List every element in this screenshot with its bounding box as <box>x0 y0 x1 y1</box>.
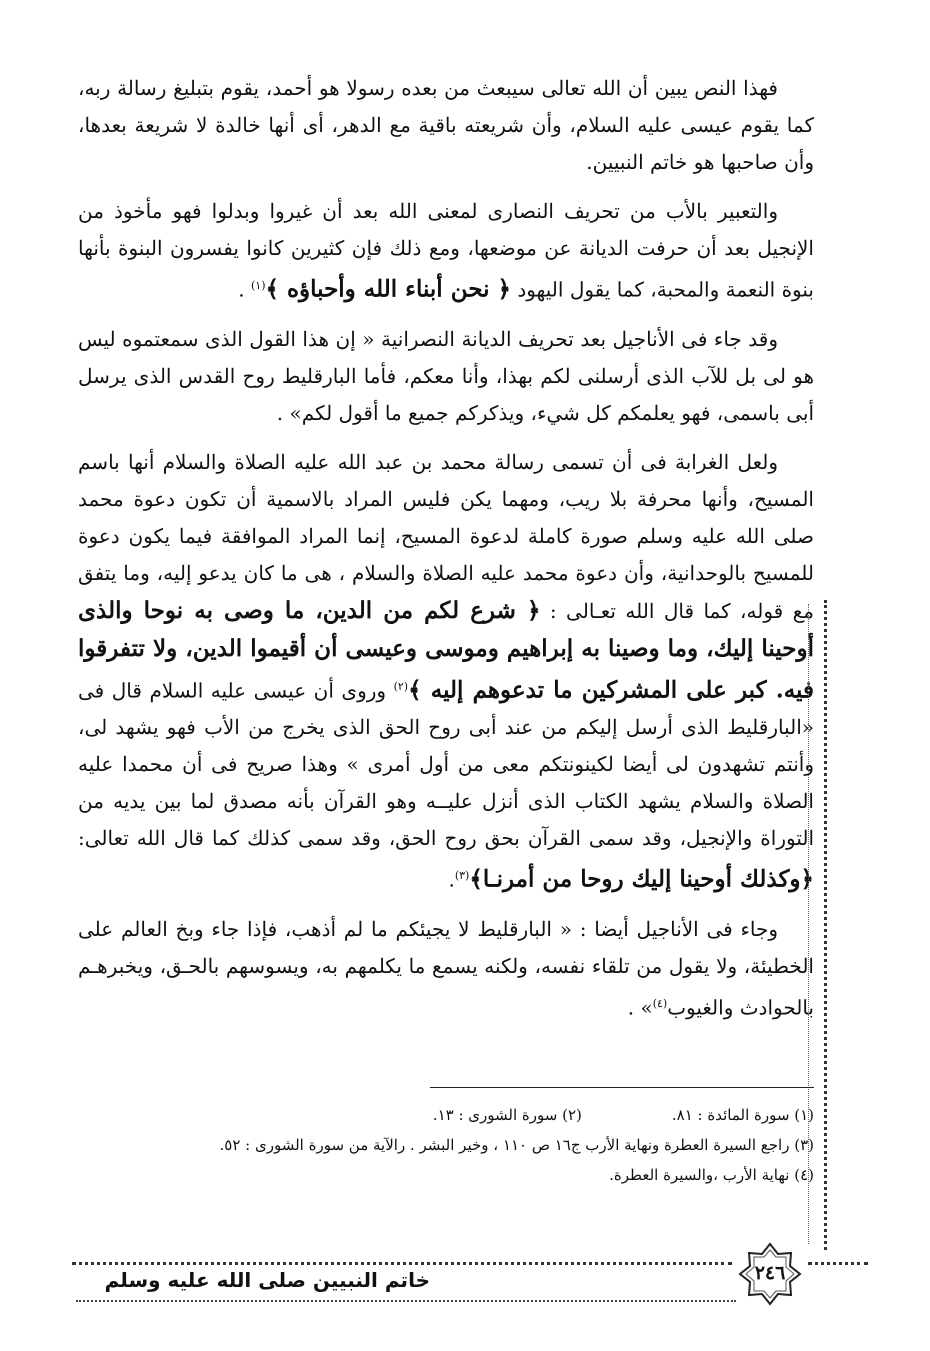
footnote-ref-4: (٤) <box>652 996 668 1010</box>
paragraph-2-text: والتعبير بالأب من تحريف النصارى لمعنى الله بعد أن غيروا وبدلوا فهو مأخوذ من الإنجيل بعد أن حرفت الديانة عن موضعها، ومع ذلك فإن كثيرين كانوا يفسرون البنوة بأنها بنوة النعمة والمحبة، كما يقول اليهود <box>78 199 814 302</box>
paragraph-5-end: » . <box>627 995 653 1020</box>
footnote-divider <box>430 1087 814 1088</box>
paragraph-4-end: . <box>448 867 455 892</box>
footnote-ref-3: (٣) <box>454 869 470 883</box>
quran-verse: ﴿ شرع لكم من الدين، ما وصى به نوحا والذى أوحينا إليك، وما وصينا به إبراهيم وموسى وعيسى أن أقيموا الدين، ولا تتفرقوا فيه. كبر على المشركين ما تدعوهم إليه ﴾ <box>78 596 814 704</box>
footnote-row <box>80 1100 814 1130</box>
page-number: ٢٤٦ <box>754 1262 786 1284</box>
paragraph-3 <box>78 321 814 432</box>
footnote-ref-1: (١) <box>250 279 266 292</box>
footer-book-title: خاتم النبيين صلى الله عليه وسلم <box>104 1268 430 1292</box>
paragraph-5 <box>78 911 814 1027</box>
paragraph-2: والتعبير بالأب من تحريف النصارى لمعنى الله بعد أن غيروا وبدلوا فهو مأخوذ من الإنجيل بعد أن حرفت الديانة عن موضعها، ومع ذلك فإن كثيرين كانوا يفسرون البنوة بأنها بنوة النعمة والمحبة، كما يقول اليهود ﴿ نحن أبناء الله وأحباؤه ﴾$^{(١)}$ . <box>78 199 814 303</box>
footnote-2: (٢) سورة الشورى : ١٣. <box>432 1106 582 1124</box>
quran-verse: ﴿ نحن أبناء الله وأحباؤه ﴾ <box>265 275 511 303</box>
footnote-1: (١) سورة المائدة : ٨١. <box>671 1106 814 1124</box>
footnotes <box>80 1100 814 1190</box>
paragraph-4-text-a: ولعل الغرابة فى أن تسمى رسالة محمد بن عبد الله عليه الصلاة والسلام أنها باسم المسيح، وأنها محرفة بلا ريب، ومهما يكن فليس المراد بالاسمية أن تكون دعوة محمد صلى الله عليه وسلم صورة كاملة لدعوة المسيح، إنما المراد الموافقة فيما يكون دعوة للمسيح بالوحدانية، وأن دعوة محمد عليه الصلاة والسلام ، هى ما كان يدعو إليه، وما يتفق مع قوله، كما قال الله تعـالى : <box>78 449 814 623</box>
paragraph-4 <box>78 444 814 899</box>
footnote-ref-2: (٢) <box>393 679 409 693</box>
footnote-4: (٤) نهاية الأرب ،والسيرة العطرة. <box>609 1166 814 1184</box>
paragraph-1-text: فهذا النص يبين أن الله تعالى سيبعث من بعده رسولا هو أحمد، يقوم بتبليغ رسالة ربه، كما يقوم عيسى عليه السلام، وأن شريعته باقية مع الدهر، أى أنها خالدة لا شريعة بعدها، وأن صاحبها هو خاتم النبيين. <box>78 76 814 174</box>
footer-dotted-line-right <box>808 1262 868 1265</box>
paragraph-4-text-b: وروى أن عيسى عليه السلام قال فى «البارقليط الذى أرسل إليكم من عند أبى روح الحق الذى يخرج من الأب فهو يشهد لى، وأنتم تشهدون لى أيضا لكينونتكم معى من أول أمرى » وهذا صريح فى أن محمدا عليه الصلاة والسلام يشهد الكتاب الذى أنزل عليــه وهو القرآن بأنه مصدق لما بين يديه من التوراة والإنجيل، وقد سمى القرآن بحق روح الحق، وقد سمى كذلك كما قال الله تعالى: <box>78 678 814 851</box>
paragraph-1 <box>78 70 814 181</box>
paragraph-3-text: وقد جاء فى الأناجيل بعد تحريف الديانة النصرانية « إن هذا القول الذى سمعتموه ليس هو لى بل للآب الذى أرسلنى لكم بهذا، وأنا معكم، فأما البارقليط روح القدس الذى يرسل أبى باسمى، فهو يعلمكم كل شيء، ويذكركم جميع ما أقول لكم» . <box>78 326 814 425</box>
main-text <box>78 70 814 1039</box>
footer-underline <box>76 1300 736 1302</box>
paragraph-5-text: وجاء فى الأناجيل أيضا : « البارقليط لا يجيئكم ما لم أذهب، فإذا جاء وبخ العالم على الخطيئة، ولا يقول من تلقاء نفسه، ولكنه يسمع ما يكلمهم به، ويسوسهم بالحـق، ويخبرهـم بالحوادث والغيوب <box>78 916 814 1020</box>
quran-verse: ﴿وكذلك أوحينا إليك روحا من أمرنـا﴾ <box>469 865 814 893</box>
footnote-3: (٣) راجع السيرة العطرة ونهاية الأرب ج١٦ ص ١١٠ ، وخير البشر . رالآية من سورة الشورى : ٥٢. <box>219 1136 814 1154</box>
footer-dotted-line <box>72 1262 732 1265</box>
